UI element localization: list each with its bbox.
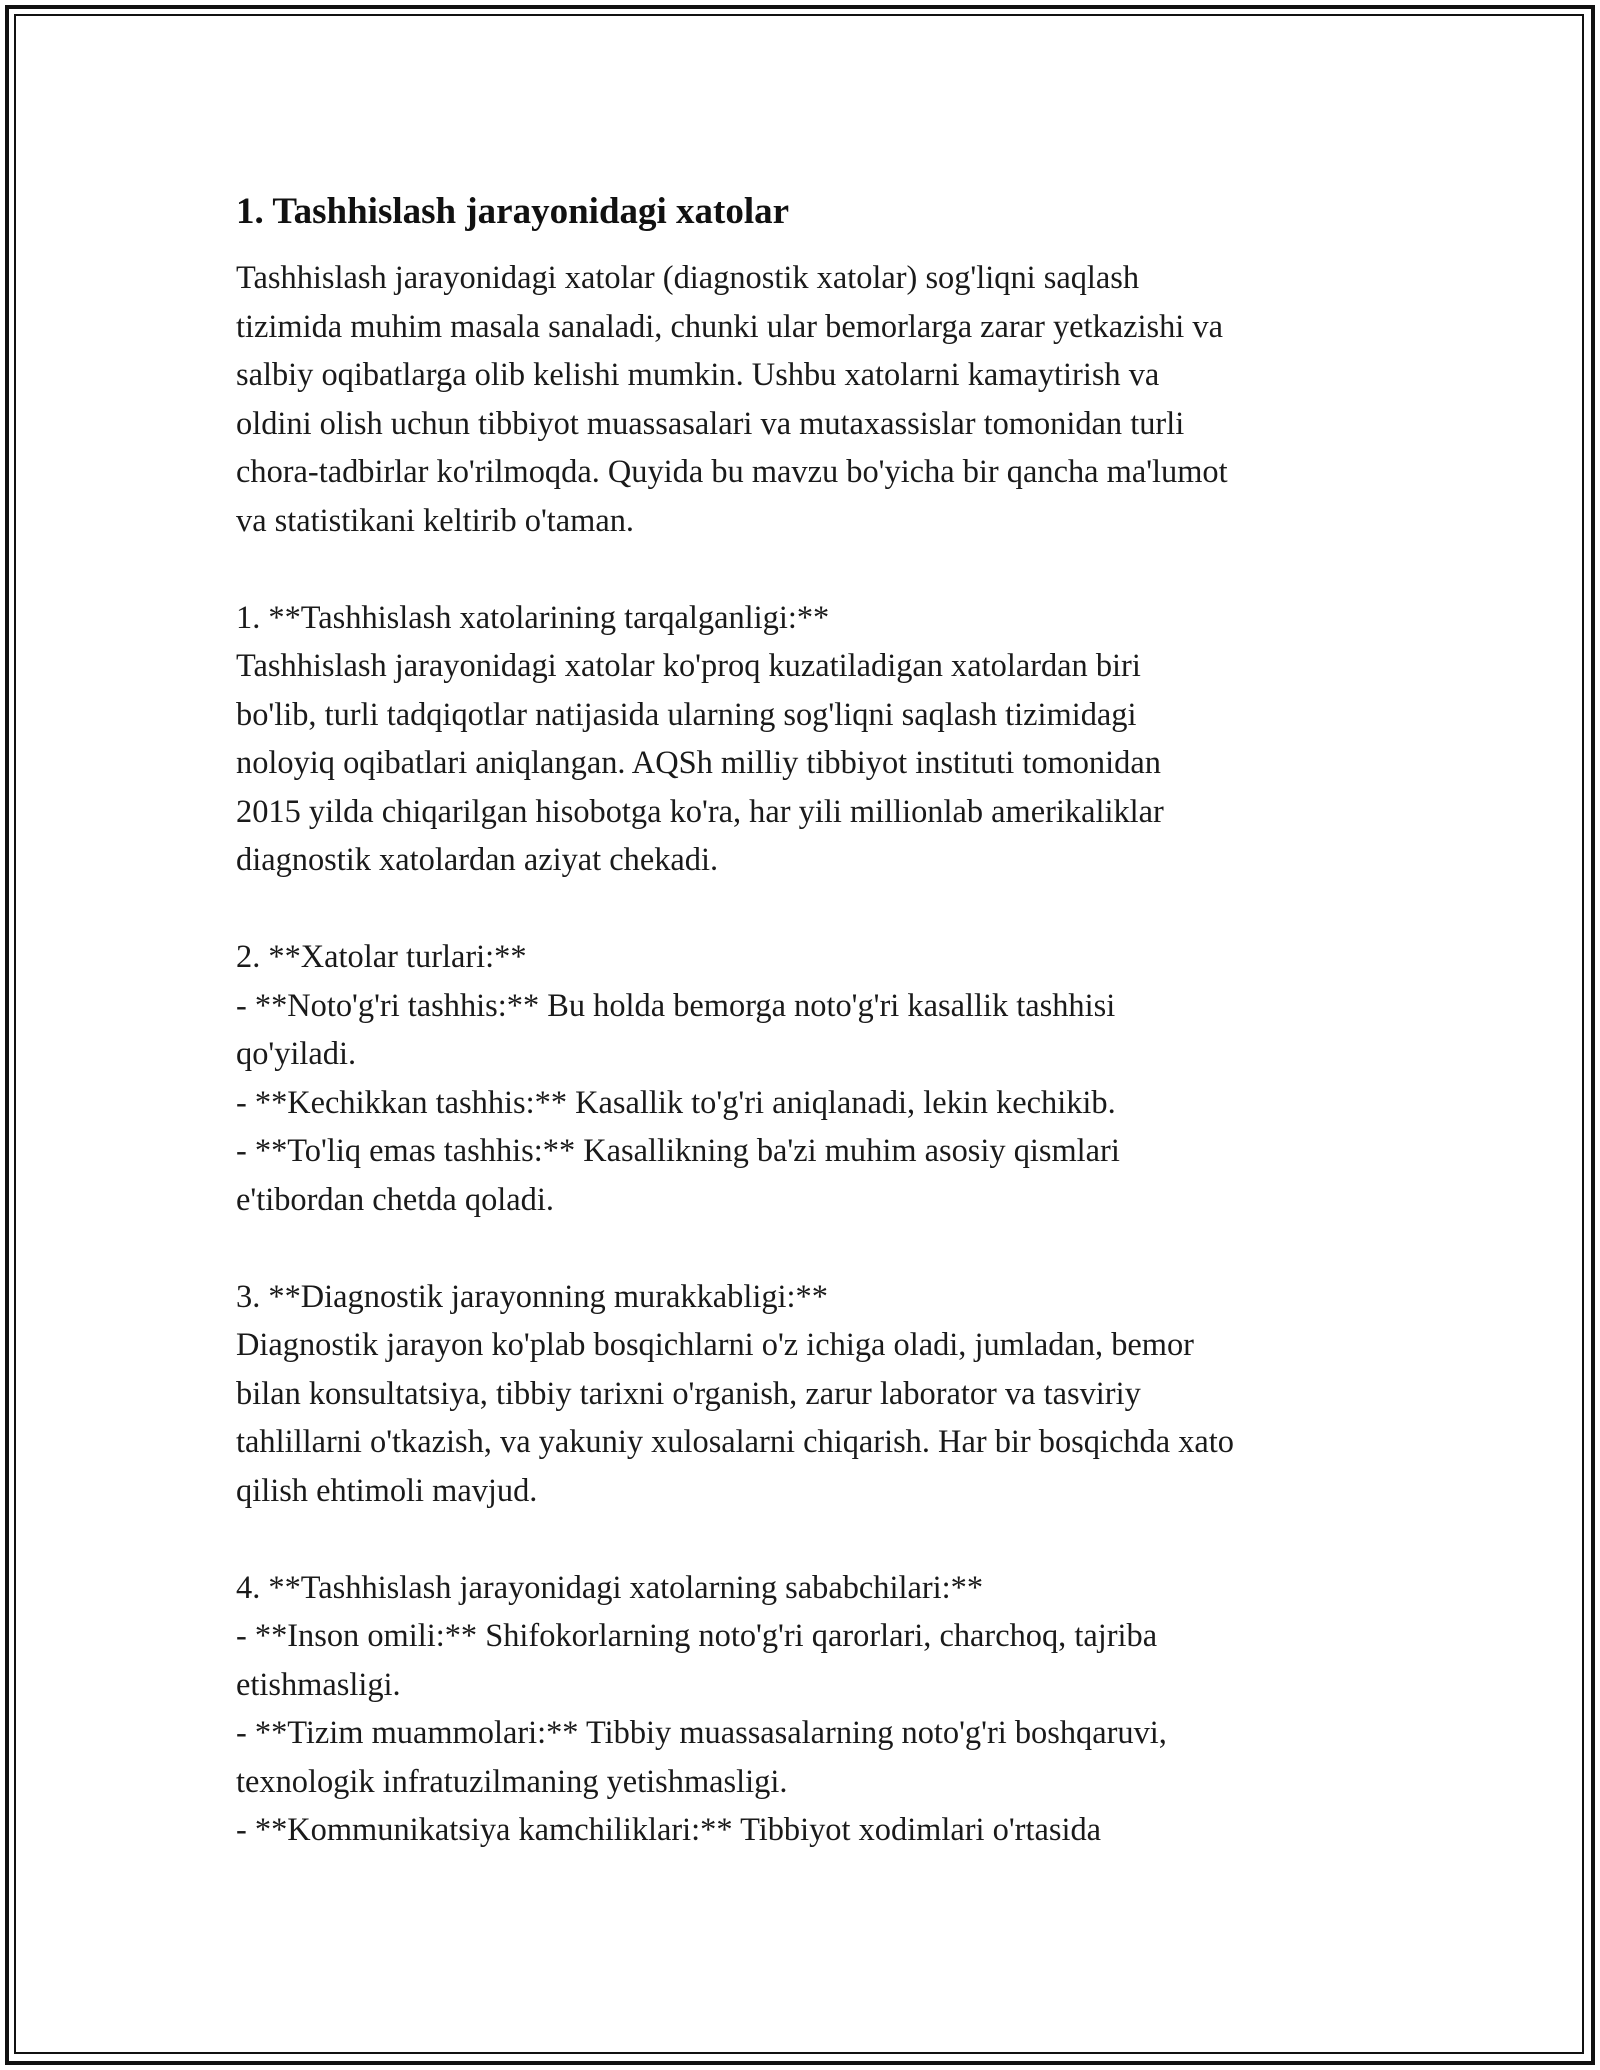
intro-paragraph: Tashhislash jarayonidagi xatolar (diagnostik xatolar) sog'liqni saqlash tizimida muhim masala sanaladi, chunki ular bemorlarga zarar yetkazishi va salbiy oqibatlarga olib kelishi mumkin. Ushbu xatolarni kamaytirish va oldini olish uchun tibbiyot muassasalari va mutaxassislar tomonidan turli chora-tadbirlar ko'rilmoqda. Quyida bu mavzu bo'yicha bir qancha ma'lumot va statistikani keltirib o'taman. xyxy=(236,260,1228,539)
section-error-types: 2. **Xatolar turlari:** - **Noto'g'ri tashhis:** Bu holda bemorga noto'g'ri kasallik tashhisi qo'yiladi. - **Kechikkan tashhis:** Kasallik to'g'ri aniqlanadi, lekin kechikib. - **To'liq emas tashhis:** Kasallikning ba'zi muhim asosiy qismlari e'tibordan chetda qoladi. xyxy=(236,939,1120,1218)
section-diagnostic-complexity: 3. **Diagnostik jarayonning murakkabligi:** Diagnostik jarayon ko'plab bosqichlarni o'z ichiga oladi, jumladan, bemor bilan konsultatsiya, tibbiy tarixni o'rganish, zarur laborator va tasviriy tahlillarni o'tkazish, va yakuniy xulosalarni chiqarish. Har bir bosqichda xato qilish ehtimoli mavjud. xyxy=(236,1278,1234,1509)
document-body xyxy=(236,186,1386,1855)
section-prevalence: 1. **Tashhislash xatolarining tarqalganligi:** Tashhislash jarayonidagi xatolar ko'proq kuzatiladigan xatolardan biri bo'lib, turli tadqiqotlar natijasida ularning sog'liqni saqlash tizimidagi noloyiq oqibatlari aniqlangan. AQSh milliy tibbiyot instituti tomonidan 2015 yilda chiqarilgan hisobotga ko'ra, har yili millionlab amerikaliklar diagnostik xatolardan aziyat chekadi. xyxy=(236,599,1164,878)
document-heading: 1. Tashhislash jarayonidagi xatolar xyxy=(236,191,790,232)
section-error-causes: 4. **Tashhislash jarayonidagi xatolarning sababchilari:** - **Inson omili:** Shifokorlarning noto'g'ri qarorlari, charchoq, tajriba etishmasligi. - **Tizim muammolari:** Tibbiy muassasalarning noto'g'ri boshqaruvi, texnologik infratuzilmaning yetishmasligi. - **Kommunikatsiya kamchiliklari:** Tibbiyot xodimlari o'rtasida xyxy=(236,1569,1167,1848)
